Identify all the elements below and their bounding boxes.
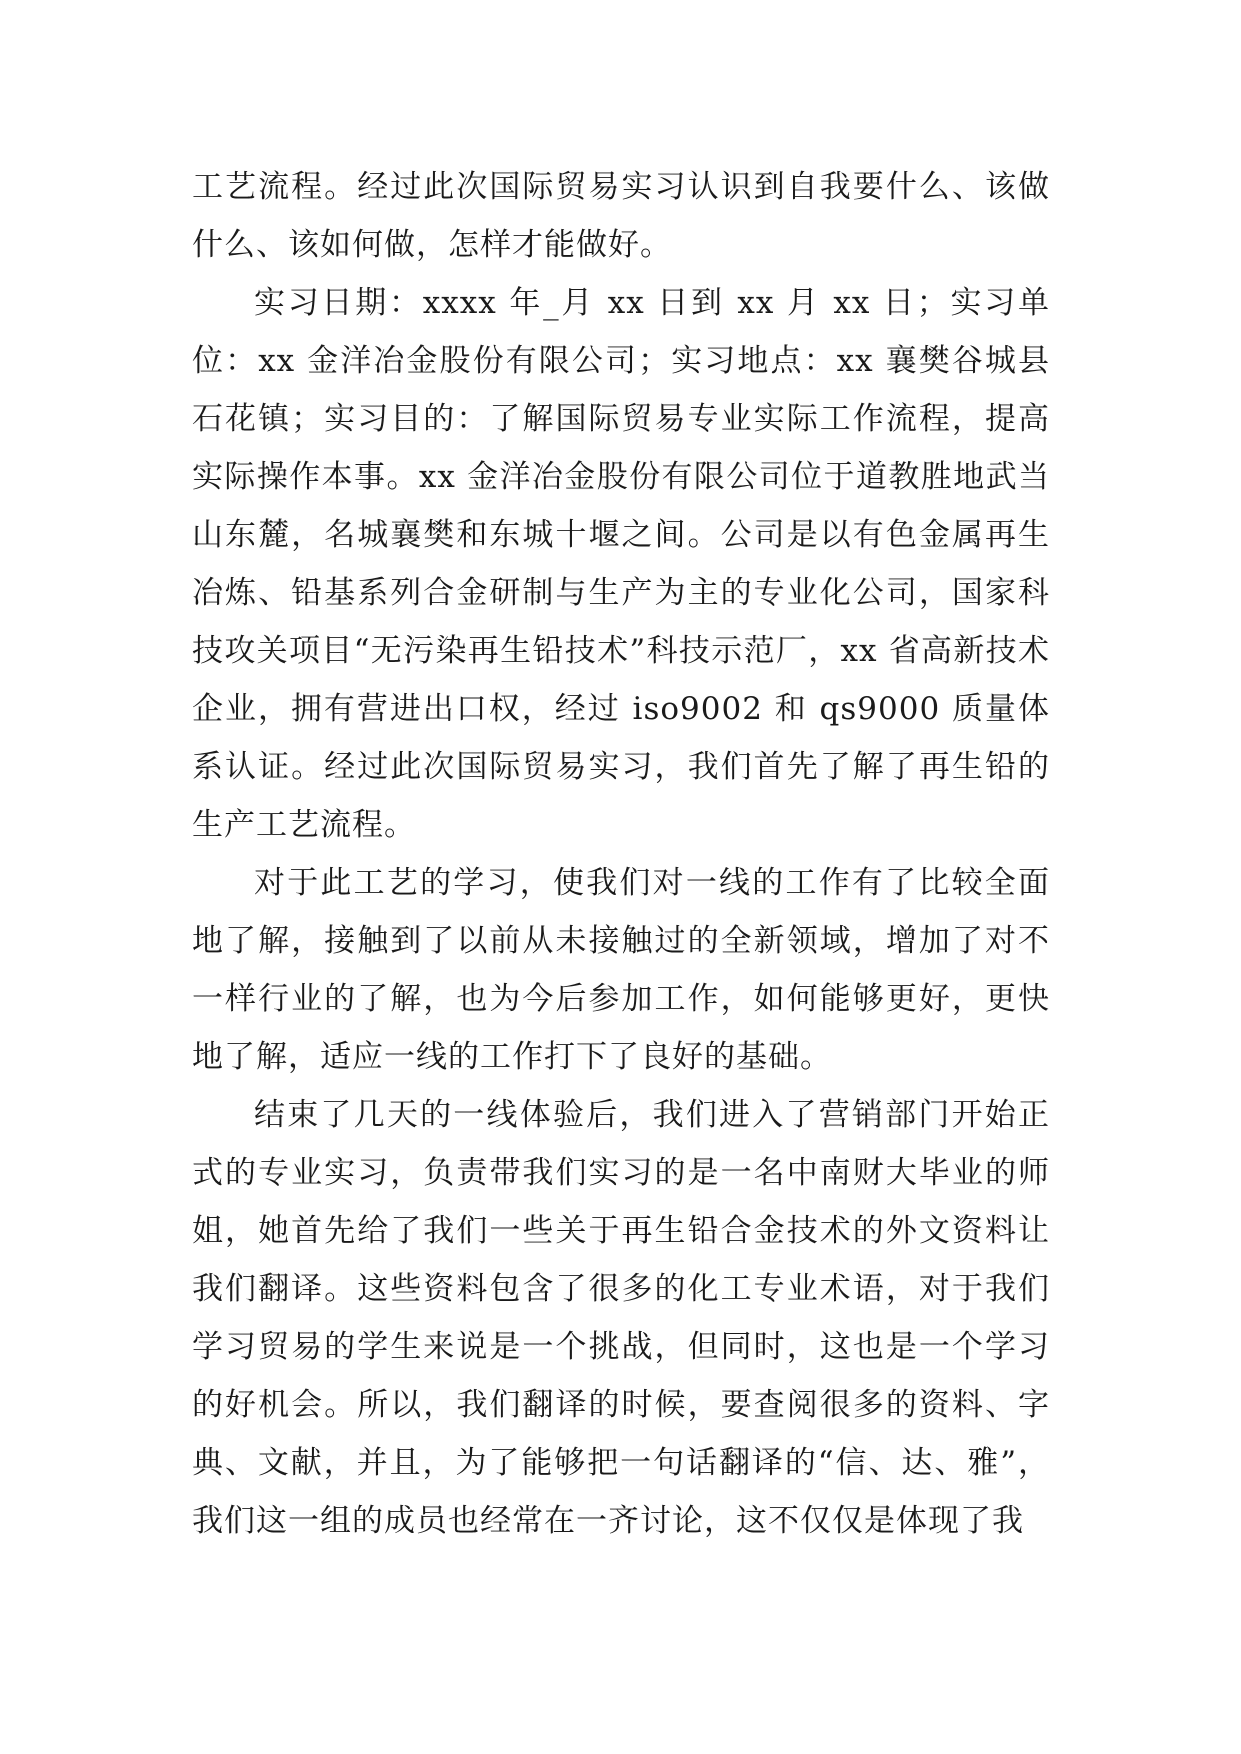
paragraph-4: 结束了几天的一线体验后，我们进入了营销部门开始正式的专业实习，负责带我们实习的是一名中南财大毕业的师姐，她首先给了我们一些关于再生铅合金技术的外文资料让我们翻译。这些资料包含了很多的化工专业术语，对于我们学习贸易的学生来说是一个挑战，但同时，这也是一个学习的好机会。所以，我们翻译的时候，要查阅很多的资料、字典、文献，并且，为了能够把一句话翻译的“信、达、雅”，我们这一组的成员也经常在一齐讨论，这不仅仅是体现了我 xyxy=(192,1097,1050,1539)
paragraph-2: 实习日期：xxxx 年_月 xx 日到 xx 月 xx 日；实习单位：xx 金洋冶金股份有限公司；实习地点：xx 襄樊谷城县石花镇；实习目的：了解国际贸易专业实际工作流程，提高实际操作本事。xx 金洋冶金股份有限公司位于道教胜地武当山东麓，名城襄樊和东城十堰之间。公司是以有色金属再生冶炼、铅基系列合金研制与生产为主的专业化公司，国家科技攻关项目“无污染再生铅技术”科技示范厂，xx 省高新技术企业，拥有营进出口权，经过 iso9002 和 qs9000 质量体系认证。经过此次国际贸易实习，我们首先了解了再生铅的生产工艺流程。 xyxy=(192,285,1050,843)
document-body xyxy=(192,158,1050,1550)
paragraph-3: 对于此工艺的学习，使我们对一线的工作有了比较全面地了解，接触到了以前从未接触过的全新领域，增加了对不一样行业的了解，也为今后参加工作，如何能够更好，更快地了解，适应一线的工作打下了良好的基础。 xyxy=(192,865,1050,1075)
paragraph-1: 工艺流程。经过此次国际贸易实习认识到自我要什么、该做什么、该如何做，怎样才能做好。 xyxy=(192,169,1050,263)
